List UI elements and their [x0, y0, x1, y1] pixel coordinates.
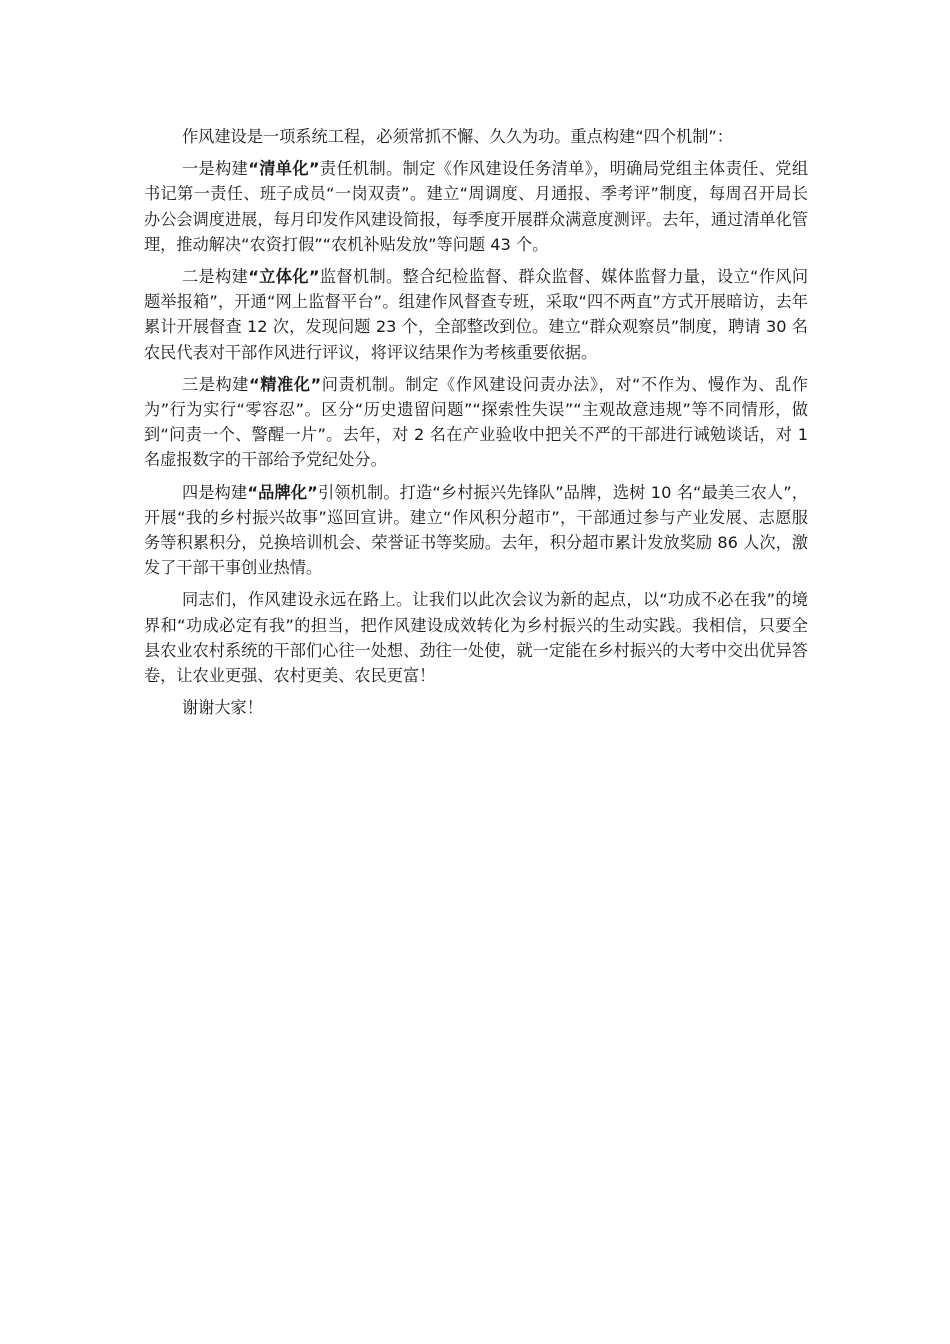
- paragraph-mechanism-1: [144, 156, 808, 257]
- paragraph-body: 引领机制。打造“乡村振兴先锋队”品牌，选树 10 名“最美三农人”，开展“我的乡村振兴故事”巡回宣讲。建立“作风积分超市”，干部通过参与产业发展、志愿服务等积累积分，兑换培训机会、荣誉证书等奖励。去年，积分超市累计发放奖励 86 人次，激发了干部干事创业热情。: [144, 482, 808, 578]
- paragraph-body: 责任机制。制定《作风建设任务清单》，明确局党组主体责任、党组书记第一责任、班子成员“一岗双责”。建立“周调度、月通报、季考评”制度，每周召开局长办公会调度进展，每月印发作风建设简报，每季度开展群众满意度测评。去年，通过清单化管理，推动解决“农资打假”“农机补贴发放”等问题 43 个。: [144, 159, 809, 254]
- paragraph-mechanism-2: [144, 264, 808, 365]
- paragraph-thanks: 谢谢大家！: [182, 698, 263, 718]
- paragraph-lead: 四是构建: [182, 482, 248, 502]
- paragraph-intro: 作风建设是一项系统工程，必须常抓不懈、久久为功。重点构建“四个机制”：: [182, 127, 733, 146]
- paragraph-keyword: “品牌化”: [247, 482, 318, 502]
- paragraph-keyword: “立体化”: [248, 267, 320, 287]
- paragraph-keyword: “清单化”: [248, 159, 320, 179]
- paragraph-lead: 一是构建: [182, 159, 249, 179]
- paragraph-lead: 二是构建: [182, 267, 249, 287]
- paragraph-body: 监督机制。整合纪检监督、群众监督、媒体监督力量，设立“作风问题举报箱”，开通“网上监督平台”。组建作风督查专班，采取“四不两直”方式开展暗访，去年累计开展督查 12 次，发现问题 23 个，全部整改到位。建立“群众观察员”制度，聘请 30 名农民代表对干部作风进行评议，将评议结果作为考核重要依据。: [144, 267, 809, 362]
- paragraph-mechanism-4: [144, 480, 808, 581]
- paragraph-mechanism-3: [144, 372, 808, 473]
- paragraph-keyword: “精准化”: [249, 374, 322, 394]
- paragraph-closing: 同志们，作风建设永远在路上。让我们以此次会议为新的起点，以“功成不必在我”的境界和“功成必定有我”的担当，把作风建设成效转化为乡村振兴的生动实践。我相信，只要全县农业农村系统的干部们心往一处想、劲往一处使，就一定能在乡村振兴的大考中交出优异答卷，让农业更强、农村更美、农民更富！: [144, 590, 808, 686]
- document-body: [144, 124, 808, 727]
- paragraph-body: 问责机制。制定《作风建设问责办法》，对“不作为、慢作为、乱作为”行为实行“零容忍”。区分“历史遗留问题”“探索性失误”“主观故意违规”等不同情形，做到“问责一个、警醒一片”。去年，对 2 名在产业验收中把关不严的干部进行诫勉谈话，对 1 名虚报数字的干部给予党纪处分。: [144, 374, 808, 470]
- paragraph-lead: 三是构建: [182, 374, 250, 394]
